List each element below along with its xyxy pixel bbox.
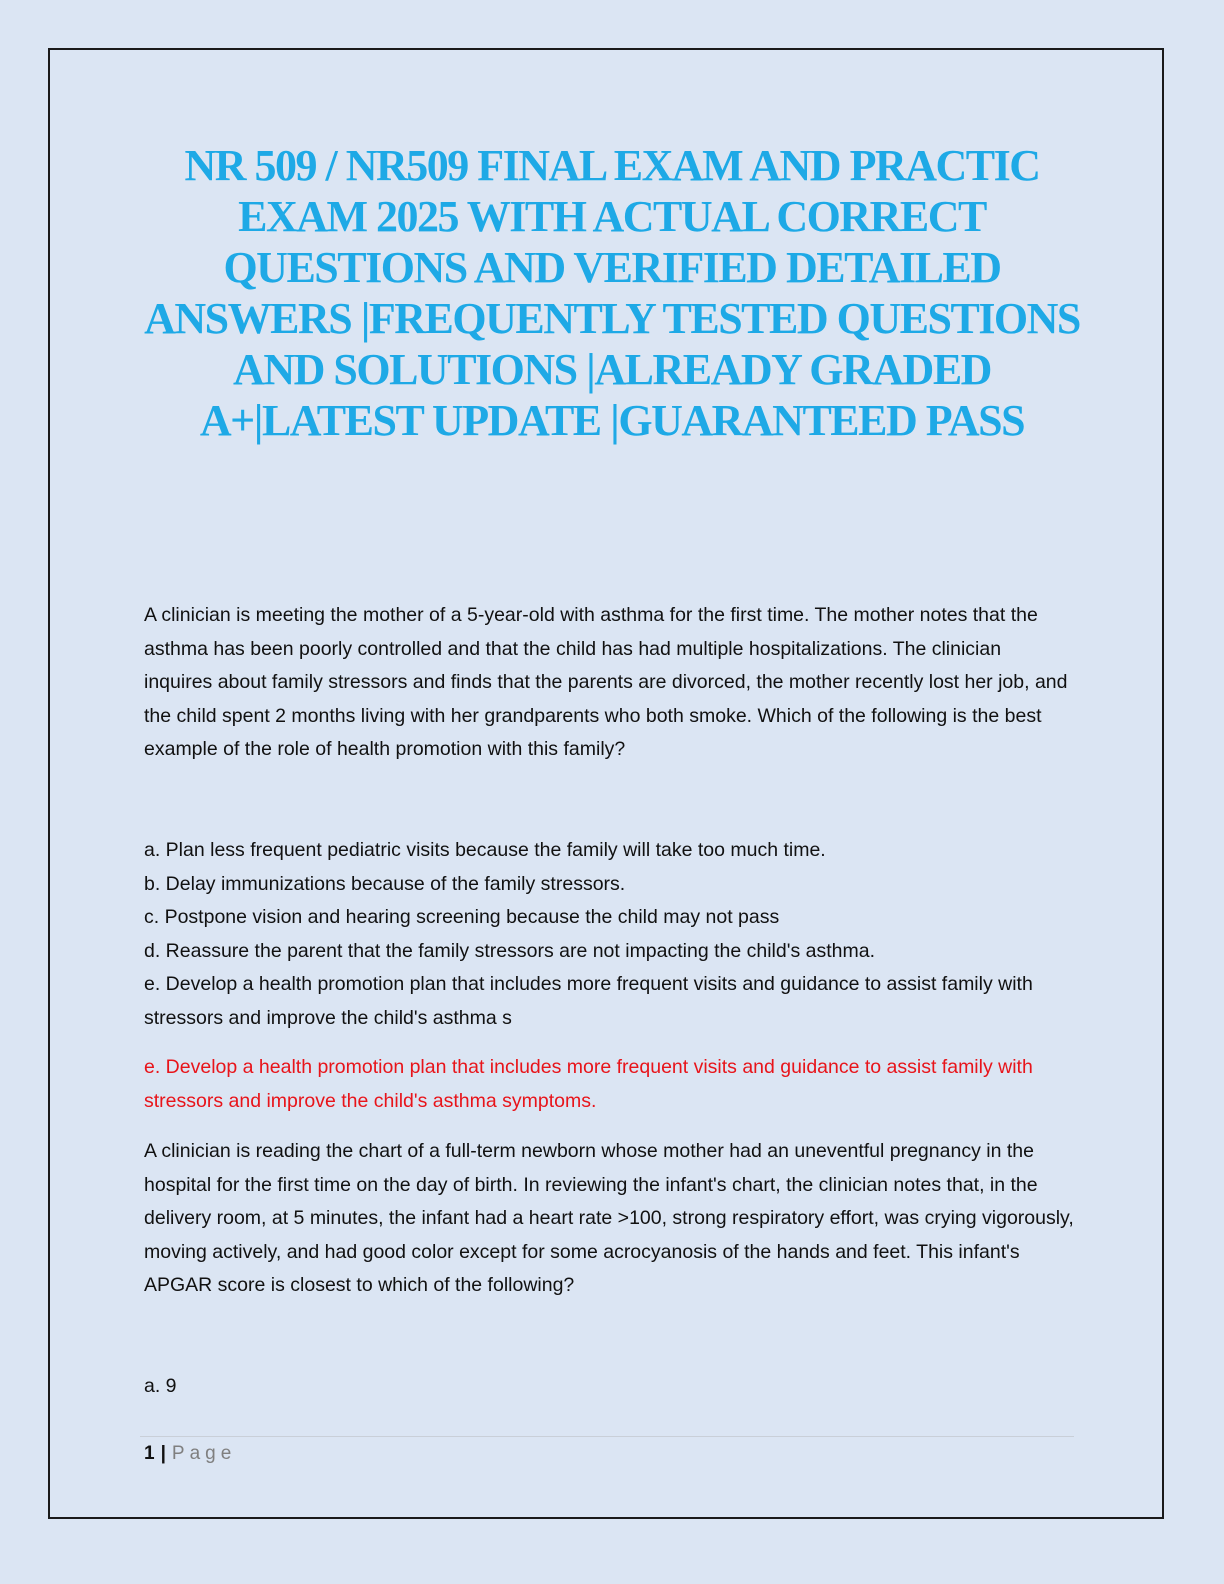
question-1-answer (144, 1051, 1074, 1118)
question-1-options (144, 834, 1074, 1035)
document-title: NR 509 / NR509 FINAL EXAM AND PRACTIC EXAM 2025 WITH ACTUAL CORRECT QUESTIONS AND VERIFIED DETAILED ANSWERS |FREQUENTLY TESTED QUESTIONS AND SOLUTIONS |ALREADY GRADED A+|LATEST UPDATE |GUARANTEED PASS (144, 141, 1080, 445)
question-2-options (144, 1370, 1074, 1404)
page-footer (144, 1440, 236, 1468)
question-1-answer-text: e. Develop a health promotion plan that includes more frequent visits and guidance to assist family with stressors and improve the child's asthma symptoms. (144, 1056, 1033, 1112)
question-1-option-d: d. Reassure the parent that the family stressors are not impacting the child's asthma. (144, 939, 875, 962)
question-1-option-e: e. Develop a health promotion plan that includes more frequent visits and guidance to assist family with stressors and improve the child's asthma s (144, 973, 1033, 1029)
page-separator: | (160, 1443, 166, 1464)
footer-divider (140, 1436, 1074, 1437)
question-2-text: A clinician is reading the chart of a full-term newborn whose mother had an uneventful pregnancy in the hospital for the first time on the day of birth. In reviewing the infant's chart, the clinician notes that, in the delivery room, at 5 minutes, the infant had a heart rate >100, strong respiratory effort, was crying vigorously, moving actively, and had good color except for some acrocyanosis of the hands and feet. This infant's APGAR score is closest to which of the following? (144, 1140, 1074, 1296)
question-1-option-b: b. Delay immunizations because of the family stressors. (144, 872, 626, 895)
question-1-text: A clinician is meeting the mother of a 5-year-old with asthma for the first time. The mother notes that the asthma has been poorly controlled and that the child has had multiple hospitalizations. The clinician inquires about family stressors and finds that the parents are divorced, the mother recently lost her job, and the child spent 2 months living with her grandparents who both smoke. Which of the following is the best example of the role of health promotion with this family? (144, 604, 1068, 760)
question-1-option-c: c. Postpone vision and hearing screening because the child may not pass (144, 906, 780, 928)
page-label: Page (171, 1443, 237, 1464)
page-number: 1 (144, 1443, 155, 1464)
question-2-option-a: a. 9 (144, 1375, 177, 1397)
question-1-option-a: a. Plan less frequent pediatric visits because the family will take too much time. (144, 839, 826, 861)
